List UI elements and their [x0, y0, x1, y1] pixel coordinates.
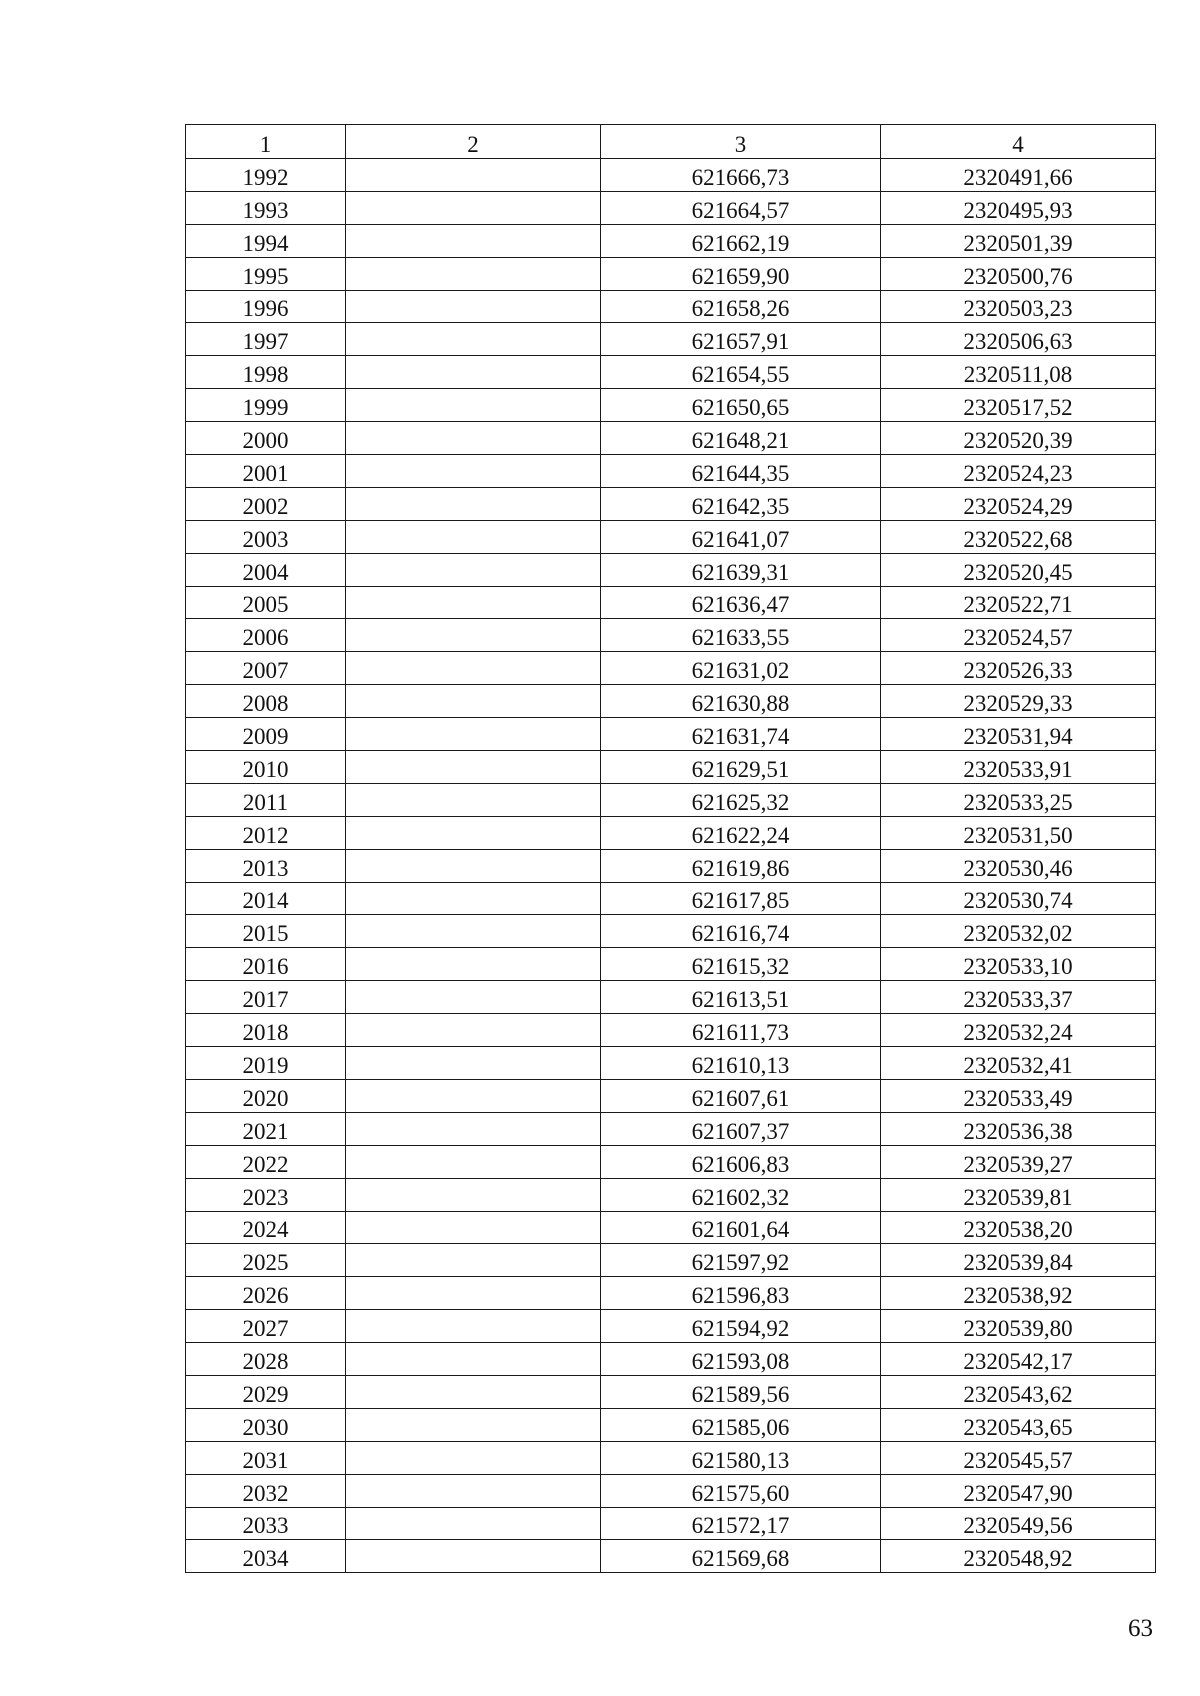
table-row: [186, 323, 1156, 356]
y-coordinate-cell: 2320533,25: [881, 783, 1156, 816]
point-number-cell: 2015: [186, 915, 346, 948]
x-coordinate-cell: 621631,02: [601, 652, 881, 685]
empty-cell: [346, 1408, 601, 1441]
x-coordinate-cell: 621619,86: [601, 849, 881, 882]
table-row: [186, 1145, 1156, 1178]
point-number-cell: 2014: [186, 882, 346, 915]
point-number-cell: 2019: [186, 1047, 346, 1080]
y-coordinate-cell: 2320543,62: [881, 1375, 1156, 1408]
y-coordinate-cell: 2320530,46: [881, 849, 1156, 882]
x-coordinate-cell: 621610,13: [601, 1047, 881, 1080]
empty-cell: [346, 1014, 601, 1047]
empty-cell: [346, 915, 601, 948]
table-row: [186, 652, 1156, 685]
empty-cell: [346, 1343, 601, 1376]
empty-cell: [346, 685, 601, 718]
empty-cell: [346, 1310, 601, 1343]
x-coordinate-cell: 621606,83: [601, 1145, 881, 1178]
empty-cell: [346, 257, 601, 290]
y-coordinate-cell: 2320539,80: [881, 1310, 1156, 1343]
y-coordinate-cell: 2320522,68: [881, 520, 1156, 553]
table-row: [186, 1112, 1156, 1145]
x-coordinate-cell: 621666,73: [601, 159, 881, 192]
y-coordinate-cell: 2320533,37: [881, 981, 1156, 1014]
y-coordinate-cell: 2320506,63: [881, 323, 1156, 356]
table-row: [186, 1343, 1156, 1376]
point-number-cell: 2011: [186, 783, 346, 816]
y-coordinate-cell: 2320529,33: [881, 685, 1156, 718]
table-row: [186, 718, 1156, 751]
empty-cell: [346, 816, 601, 849]
empty-cell: [346, 882, 601, 915]
table-row: [186, 159, 1156, 192]
y-coordinate-cell: 2320539,84: [881, 1244, 1156, 1277]
empty-cell: [346, 718, 601, 751]
empty-cell: [346, 783, 601, 816]
table-row: [186, 290, 1156, 323]
point-number-cell: 2020: [186, 1079, 346, 1112]
empty-cell: [346, 1112, 601, 1145]
x-coordinate-cell: 621580,13: [601, 1441, 881, 1474]
x-coordinate-cell: 621664,57: [601, 191, 881, 224]
y-coordinate-cell: 2320539,81: [881, 1178, 1156, 1211]
x-coordinate-cell: 621617,85: [601, 882, 881, 915]
table-row: [186, 1474, 1156, 1507]
x-coordinate-cell: 621658,26: [601, 290, 881, 323]
point-number-cell: 2010: [186, 751, 346, 784]
y-coordinate-cell: 2320548,92: [881, 1540, 1156, 1573]
y-coordinate-cell: 2320543,65: [881, 1408, 1156, 1441]
x-coordinate-cell: 621633,55: [601, 619, 881, 652]
y-coordinate-cell: 2320524,57: [881, 619, 1156, 652]
empty-cell: [346, 849, 601, 882]
header-row: [186, 125, 1156, 159]
table-row: [186, 455, 1156, 488]
x-coordinate-cell: 621642,35: [601, 487, 881, 520]
table-row: [186, 1507, 1156, 1540]
x-coordinate-cell: 621575,60: [601, 1474, 881, 1507]
empty-cell: [346, 1474, 601, 1507]
point-number-cell: 2028: [186, 1343, 346, 1376]
empty-cell: [346, 1441, 601, 1474]
x-coordinate-cell: 621631,74: [601, 718, 881, 751]
empty-cell: [346, 159, 601, 192]
point-number-cell: 1998: [186, 356, 346, 389]
point-number-cell: 2007: [186, 652, 346, 685]
empty-cell: [346, 323, 601, 356]
header-cell-3: 3: [601, 125, 881, 159]
table-row: [186, 487, 1156, 520]
table-row: [186, 257, 1156, 290]
y-coordinate-cell: 2320517,52: [881, 389, 1156, 422]
x-coordinate-cell: 621611,73: [601, 1014, 881, 1047]
point-number-cell: 2033: [186, 1507, 346, 1540]
y-coordinate-cell: 2320524,29: [881, 487, 1156, 520]
point-number-cell: 2031: [186, 1441, 346, 1474]
point-number-cell: 2008: [186, 685, 346, 718]
x-coordinate-cell: 621654,55: [601, 356, 881, 389]
table-row: [186, 224, 1156, 257]
y-coordinate-cell: 2320538,20: [881, 1211, 1156, 1244]
table-body: [186, 159, 1156, 1573]
point-number-cell: 2018: [186, 1014, 346, 1047]
point-number-cell: 1993: [186, 191, 346, 224]
y-coordinate-cell: 2320520,39: [881, 422, 1156, 455]
table-row: [186, 816, 1156, 849]
table-row: [186, 685, 1156, 718]
y-coordinate-cell: 2320545,57: [881, 1441, 1156, 1474]
empty-cell: [346, 1277, 601, 1310]
table-row: [186, 1277, 1156, 1310]
y-coordinate-cell: 2320531,50: [881, 816, 1156, 849]
header-cell-1: 1: [186, 125, 346, 159]
y-coordinate-cell: 2320511,08: [881, 356, 1156, 389]
point-number-cell: 2022: [186, 1145, 346, 1178]
empty-cell: [346, 948, 601, 981]
x-coordinate-cell: 621636,47: [601, 586, 881, 619]
x-coordinate-cell: 621572,17: [601, 1507, 881, 1540]
point-number-cell: 2027: [186, 1310, 346, 1343]
header-cell-2: 2: [346, 125, 601, 159]
point-number-cell: 2024: [186, 1211, 346, 1244]
y-coordinate-cell: 2320491,66: [881, 159, 1156, 192]
table-row: [186, 1310, 1156, 1343]
empty-cell: [346, 487, 601, 520]
y-coordinate-cell: 2320533,91: [881, 751, 1156, 784]
point-number-cell: 2017: [186, 981, 346, 1014]
empty-cell: [346, 586, 601, 619]
table-row: [186, 1047, 1156, 1080]
empty-cell: [346, 224, 601, 257]
table-row: [186, 1014, 1156, 1047]
point-number-cell: 2034: [186, 1540, 346, 1573]
point-number-cell: 1997: [186, 323, 346, 356]
table-row: [186, 1540, 1156, 1573]
empty-cell: [346, 1244, 601, 1277]
empty-cell: [346, 981, 601, 1014]
point-number-cell: 2003: [186, 520, 346, 553]
table-row: [186, 553, 1156, 586]
x-coordinate-cell: 621650,65: [601, 389, 881, 422]
point-number-cell: 2002: [186, 487, 346, 520]
empty-cell: [346, 652, 601, 685]
empty-cell: [346, 356, 601, 389]
table-row: [186, 981, 1156, 1014]
x-coordinate-cell: 621597,92: [601, 1244, 881, 1277]
point-number-cell: 2025: [186, 1244, 346, 1277]
point-number-cell: 2021: [186, 1112, 346, 1145]
table-row: [186, 1441, 1156, 1474]
y-coordinate-cell: 2320536,38: [881, 1112, 1156, 1145]
empty-cell: [346, 1540, 601, 1573]
y-coordinate-cell: 2320549,56: [881, 1507, 1156, 1540]
point-number-cell: 2030: [186, 1408, 346, 1441]
empty-cell: [346, 1507, 601, 1540]
page-number: 63: [1128, 1615, 1153, 1642]
header-cell-4: 4: [881, 125, 1156, 159]
table-row: [186, 882, 1156, 915]
table-row: [186, 520, 1156, 553]
x-coordinate-cell: 621641,07: [601, 520, 881, 553]
point-number-cell: 2026: [186, 1277, 346, 1310]
point-number-cell: 2001: [186, 455, 346, 488]
table-row: [186, 849, 1156, 882]
table-row: [186, 1244, 1156, 1277]
x-coordinate-cell: 621569,68: [601, 1540, 881, 1573]
point-number-cell: 1995: [186, 257, 346, 290]
table-row: [186, 191, 1156, 224]
empty-cell: [346, 1178, 601, 1211]
x-coordinate-cell: 621613,51: [601, 981, 881, 1014]
y-coordinate-cell: 2320532,24: [881, 1014, 1156, 1047]
empty-cell: [346, 751, 601, 784]
table-row: [186, 915, 1156, 948]
x-coordinate-cell: 621607,37: [601, 1112, 881, 1145]
y-coordinate-cell: 2320524,23: [881, 455, 1156, 488]
table-row: [186, 1375, 1156, 1408]
x-coordinate-cell: 621629,51: [601, 751, 881, 784]
x-coordinate-cell: 621622,24: [601, 816, 881, 849]
y-coordinate-cell: 2320533,49: [881, 1079, 1156, 1112]
x-coordinate-cell: 621657,91: [601, 323, 881, 356]
x-coordinate-cell: 621625,32: [601, 783, 881, 816]
y-coordinate-cell: 2320531,94: [881, 718, 1156, 751]
x-coordinate-cell: 621615,32: [601, 948, 881, 981]
empty-cell: [346, 1145, 601, 1178]
point-number-cell: 2032: [186, 1474, 346, 1507]
x-coordinate-cell: 621602,32: [601, 1178, 881, 1211]
table-row: [186, 586, 1156, 619]
point-number-cell: 2029: [186, 1375, 346, 1408]
point-number-cell: 2000: [186, 422, 346, 455]
table-row: [186, 783, 1156, 816]
point-number-cell: 1992: [186, 159, 346, 192]
table-row: [186, 751, 1156, 784]
x-coordinate-cell: 621639,31: [601, 553, 881, 586]
point-number-cell: 1996: [186, 290, 346, 323]
y-coordinate-cell: 2320542,17: [881, 1343, 1156, 1376]
y-coordinate-cell: 2320526,33: [881, 652, 1156, 685]
y-coordinate-cell: 2320495,93: [881, 191, 1156, 224]
y-coordinate-cell: 2320539,27: [881, 1145, 1156, 1178]
empty-cell: [346, 619, 601, 652]
y-coordinate-cell: 2320503,23: [881, 290, 1156, 323]
y-coordinate-cell: 2320547,90: [881, 1474, 1156, 1507]
x-coordinate-cell: 621662,19: [601, 224, 881, 257]
table-row: [186, 948, 1156, 981]
y-coordinate-cell: 2320530,74: [881, 882, 1156, 915]
y-coordinate-cell: 2320538,92: [881, 1277, 1156, 1310]
x-coordinate-cell: 621644,35: [601, 455, 881, 488]
x-coordinate-cell: 621596,83: [601, 1277, 881, 1310]
x-coordinate-cell: 621594,92: [601, 1310, 881, 1343]
x-coordinate-cell: 621593,08: [601, 1343, 881, 1376]
table-row: [186, 1408, 1156, 1441]
x-coordinate-cell: 621630,88: [601, 685, 881, 718]
point-number-cell: 2012: [186, 816, 346, 849]
point-number-cell: 2005: [186, 586, 346, 619]
point-number-cell: 2023: [186, 1178, 346, 1211]
empty-cell: [346, 1211, 601, 1244]
x-coordinate-cell: 621616,74: [601, 915, 881, 948]
point-number-cell: 2016: [186, 948, 346, 981]
empty-cell: [346, 455, 601, 488]
empty-cell: [346, 191, 601, 224]
table-row: [186, 389, 1156, 422]
y-coordinate-cell: 2320532,02: [881, 915, 1156, 948]
table-row: [186, 356, 1156, 389]
y-coordinate-cell: 2320501,39: [881, 224, 1156, 257]
x-coordinate-cell: 621607,61: [601, 1079, 881, 1112]
table-row: [186, 1079, 1156, 1112]
y-coordinate-cell: 2320533,10: [881, 948, 1156, 981]
point-number-cell: 2006: [186, 619, 346, 652]
y-coordinate-cell: 2320522,71: [881, 586, 1156, 619]
empty-cell: [346, 553, 601, 586]
empty-cell: [346, 1079, 601, 1112]
y-coordinate-cell: 2320520,45: [881, 553, 1156, 586]
empty-cell: [346, 290, 601, 323]
empty-cell: [346, 1047, 601, 1080]
x-coordinate-cell: 621585,06: [601, 1408, 881, 1441]
table-row: [186, 1211, 1156, 1244]
point-number-cell: 1994: [186, 224, 346, 257]
table-row: [186, 422, 1156, 455]
point-number-cell: 2004: [186, 553, 346, 586]
table-row: [186, 1178, 1156, 1211]
y-coordinate-cell: 2320532,41: [881, 1047, 1156, 1080]
table-header: [186, 125, 1156, 159]
point-number-cell: 2013: [186, 849, 346, 882]
empty-cell: [346, 520, 601, 553]
y-coordinate-cell: 2320500,76: [881, 257, 1156, 290]
x-coordinate-cell: 621601,64: [601, 1211, 881, 1244]
point-number-cell: 2009: [186, 718, 346, 751]
empty-cell: [346, 422, 601, 455]
table-row: [186, 619, 1156, 652]
x-coordinate-cell: 621648,21: [601, 422, 881, 455]
point-number-cell: 1999: [186, 389, 346, 422]
empty-cell: [346, 1375, 601, 1408]
empty-cell: [346, 389, 601, 422]
x-coordinate-cell: 621589,56: [601, 1375, 881, 1408]
coordinates-table: [185, 124, 1156, 1573]
x-coordinate-cell: 621659,90: [601, 257, 881, 290]
